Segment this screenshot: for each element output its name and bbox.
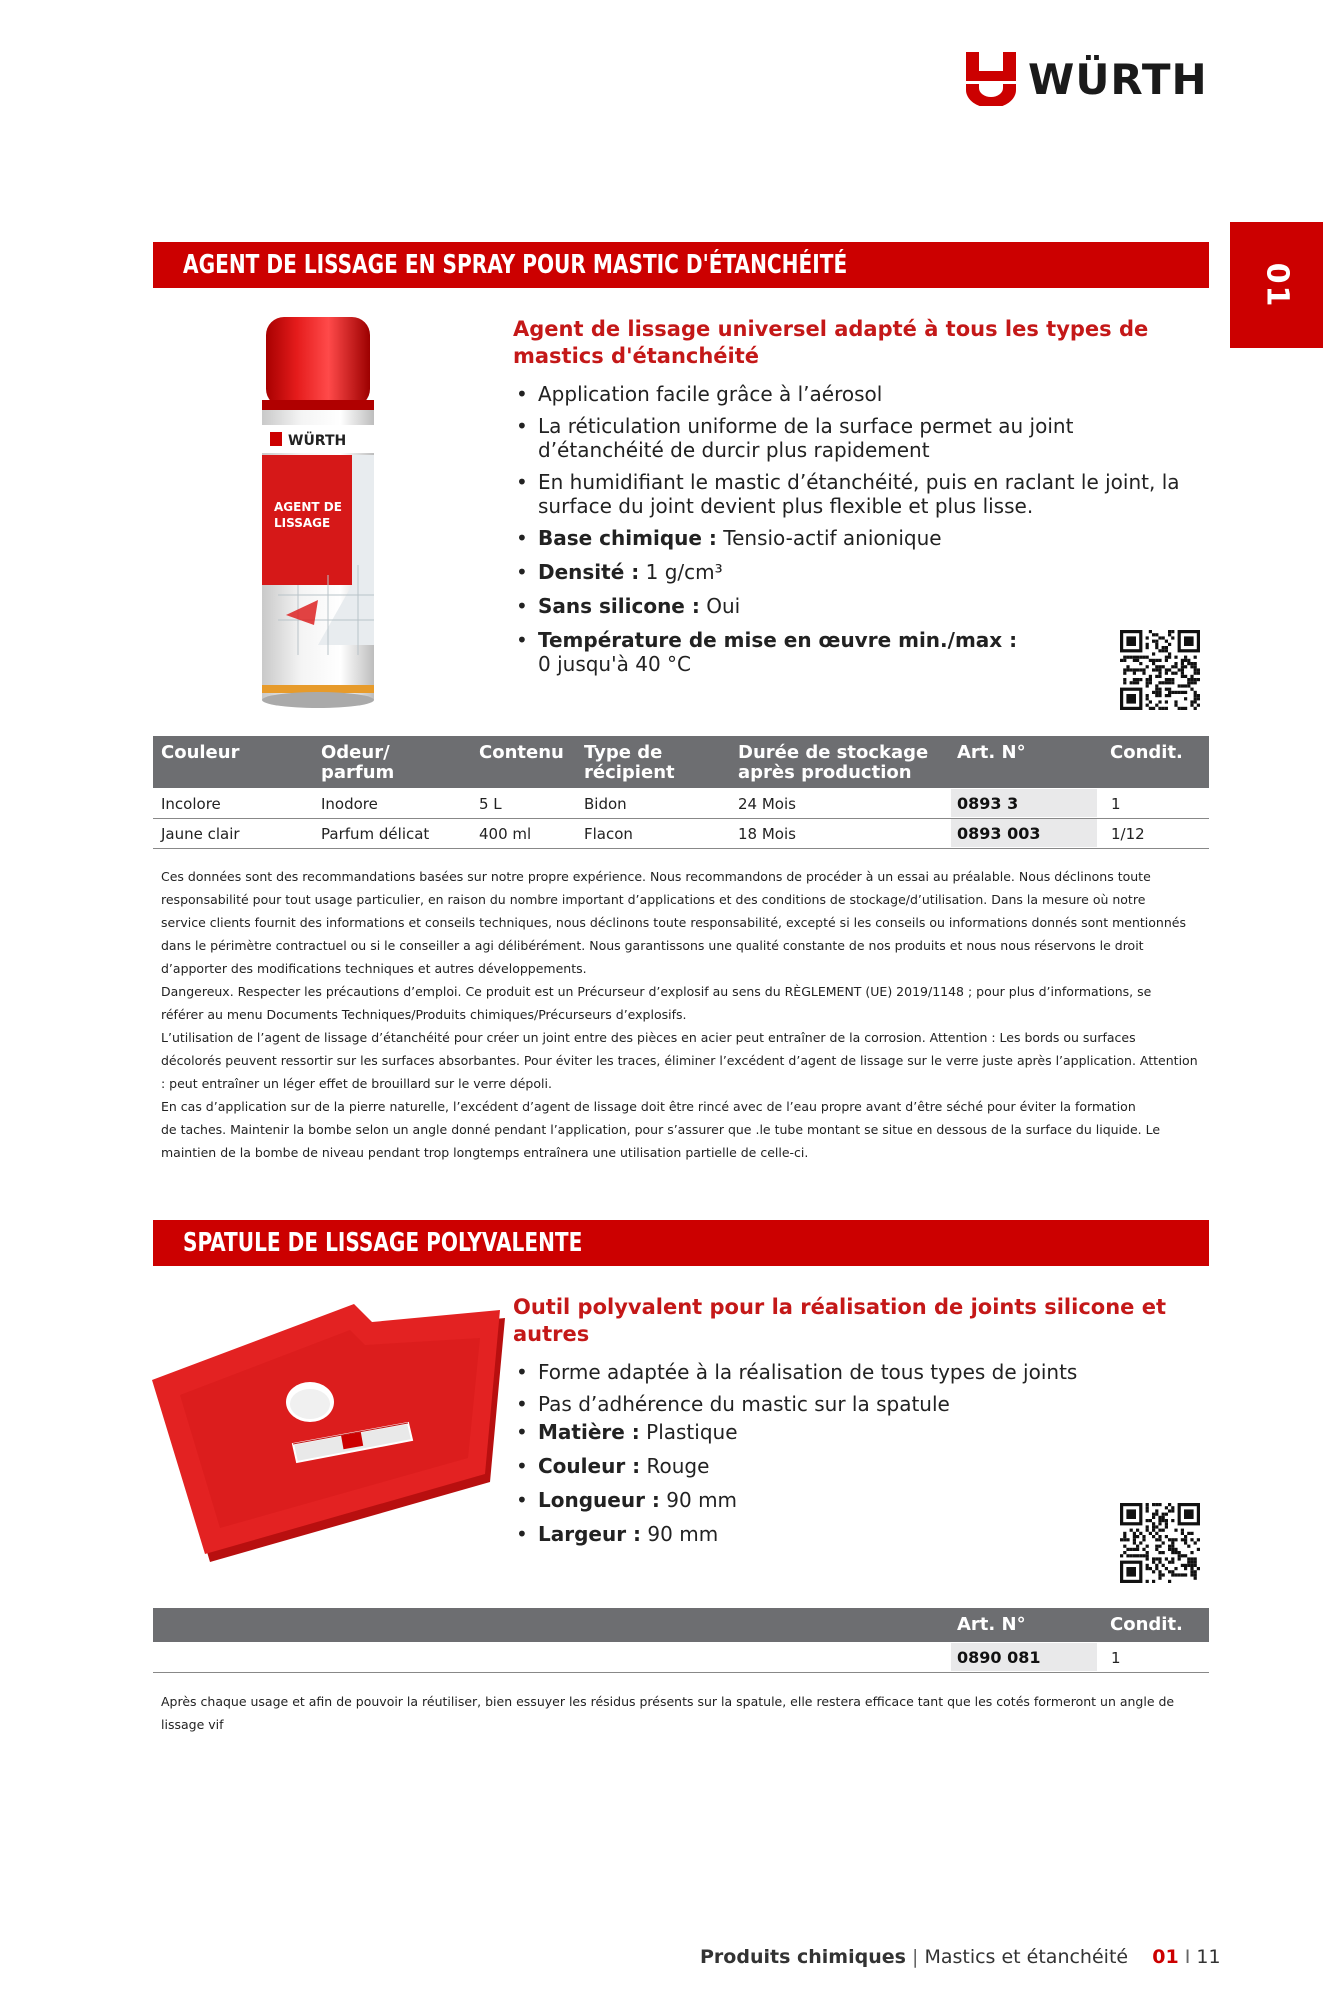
note-line: référer au menu Documents Techniques/Produits chimiques/Précurseurs d’explosifs. bbox=[161, 1007, 687, 1022]
col-header: Odeur/ parfum bbox=[321, 742, 395, 783]
note-line: Après chaque usage et afin de pouvoir la réutiliser, bien essuyer les résidus présents sur la spatule, elle restera efficace tant que les cotés formeront un angle de bbox=[161, 1694, 1175, 1709]
cell-content: 400 ml bbox=[479, 825, 532, 843]
table-row bbox=[153, 1643, 1209, 1673]
wurth-logo-icon bbox=[966, 52, 1016, 106]
can-label-line2: LISSAGE bbox=[274, 516, 331, 530]
section2-title: SPATULE DE LISSAGE POLYVALENTE bbox=[183, 1228, 583, 1258]
page-footer bbox=[700, 1946, 1221, 1968]
cell-storage: 18 Mois bbox=[738, 825, 796, 843]
note-line: maintien de la bombe de niveau pendant trop longtemps entraînera une utilisation partielle de celle-ci. bbox=[161, 1145, 809, 1160]
note-line: de taches. Maintenir la bombe selon un angle donné pendant l’application, pour s’assurer que .le tube montant se situe en dessous de la surface du liquide. Le bbox=[161, 1122, 1161, 1137]
spec-label: Sans silicone : bbox=[538, 594, 700, 618]
spec-value: 90 mm bbox=[659, 1488, 738, 1512]
footer-subcategory: Mastics et étanchéité bbox=[924, 1946, 1129, 1968]
feature-item: • Application facile grâce à l’aérosol bbox=[514, 382, 1204, 406]
spec-value: 0 jusqu'à 40 °C bbox=[538, 652, 691, 676]
spec-item bbox=[514, 1454, 1204, 1478]
section2-subtitle: Outil polyvalent pour la réalisation de joints silicone et autres bbox=[513, 1295, 1166, 1346]
wurth-logo bbox=[966, 52, 1208, 106]
note-line: Ces données sont des recommandations basées sur notre propre expérience. Nous recommandons de procéder à un essai au préalable. Nous déclinons toute bbox=[161, 869, 1151, 884]
col-header: Art. N° bbox=[957, 742, 1026, 763]
col-header: Condit. bbox=[1110, 742, 1183, 763]
cell-article-number[interactable]: 0893 003 bbox=[951, 819, 1097, 847]
note-line: Dangereux. Respecter les précautions d’emploi. Ce produit est un Précurseur d’explosif au sens du RÈGLEMENT (UE) 2019/1148 ; pour plus d’informations, se bbox=[161, 984, 1152, 999]
feature-item: • Forme adaptée à la réalisation de tous types de joints bbox=[514, 1360, 1204, 1384]
spec-item bbox=[514, 526, 1204, 550]
section1-notes bbox=[161, 865, 1211, 1164]
section2-notes bbox=[161, 1690, 1211, 1736]
spatula-image bbox=[150, 1300, 520, 1570]
qr-code-icon[interactable] bbox=[1120, 630, 1200, 710]
section1-title: AGENT DE LISSAGE EN SPRAY POUR MASTIC D'ÉTANCHÉITÉ bbox=[183, 250, 848, 280]
brand-name: WÜRTH bbox=[1028, 54, 1208, 104]
footer-chapter: 01 bbox=[1152, 1946, 1179, 1968]
section2-features bbox=[514, 1360, 1204, 1554]
spec-item bbox=[514, 1522, 1204, 1546]
qr-code-icon[interactable] bbox=[1120, 1503, 1200, 1583]
note-line: d’apporter des modifications techniques et autres développements. bbox=[161, 961, 587, 976]
spray-can-image bbox=[258, 315, 378, 710]
feature-item: • En humidifiant le mastic d’étanchéité, puis en raclant le joint, la surface du joint devient plus flexible et plus lisse. bbox=[514, 470, 1204, 518]
footer-separator: | bbox=[911, 1946, 919, 1968]
col-header: Condit. bbox=[1110, 1614, 1183, 1635]
cell-container: Flacon bbox=[584, 825, 633, 843]
section1-subtitle: Agent de lissage universel adapté à tous les types de mastics d'étanchéité bbox=[513, 317, 1149, 368]
spec-value: Plastique bbox=[639, 1420, 738, 1444]
section1-header bbox=[153, 242, 1209, 288]
footer-page-number: 11 bbox=[1196, 1946, 1221, 1968]
cell-storage: 24 Mois bbox=[738, 795, 796, 813]
spec-value: Oui bbox=[699, 594, 741, 618]
feature-item: • La réticulation uniforme de la surface permet au joint d’étanchéité de durcir plus rapidement bbox=[514, 414, 1204, 462]
col-header: Durée de stockage après production bbox=[738, 742, 929, 783]
table-row bbox=[153, 789, 1209, 819]
table-row bbox=[153, 819, 1209, 849]
cell-content: 5 L bbox=[479, 795, 502, 813]
section2-table-header bbox=[153, 1608, 1209, 1642]
cell-article-number[interactable]: 0893 3 bbox=[951, 789, 1097, 817]
spec-label: Longueur : bbox=[538, 1488, 660, 1512]
note-line: : peut entraîner un léger effet de brouillard sur le verre dépoli. bbox=[161, 1076, 552, 1091]
can-label-line1: AGENT DE bbox=[274, 500, 342, 514]
spec-value: Rouge bbox=[640, 1454, 710, 1478]
note-line: service clients fournit des informations et conseils techniques, nous déclinons toute responsabilité, excepté si les conseils ou informations donnés sont mentionnés bbox=[161, 915, 1186, 930]
note-line: lissage vif bbox=[161, 1717, 224, 1732]
section1-features bbox=[514, 382, 1204, 684]
cell-packaging: 1 bbox=[1111, 1649, 1121, 1667]
note-line: décolorés peuvent ressortir sur les surfaces absorbantes. Pour éviter les traces, éliminer l’excédent d’agent de lissage sur le verre juste après l’application. Attention bbox=[161, 1053, 1198, 1068]
spec-label: Couleur : bbox=[538, 1454, 641, 1478]
spec-item bbox=[514, 594, 1204, 618]
can-brand-text: WÜRTH bbox=[288, 433, 347, 449]
col-header: Type de récipient bbox=[584, 742, 675, 783]
spec-value: 90 mm bbox=[641, 1522, 719, 1546]
footer-category: Produits chimiques bbox=[700, 1946, 906, 1968]
spec-label: Densité : bbox=[538, 560, 640, 584]
cell-color: Jaune clair bbox=[161, 825, 240, 843]
cell-packaging: 1/12 bbox=[1111, 825, 1145, 843]
col-header: Art. N° bbox=[957, 1614, 1026, 1635]
spec-item bbox=[514, 628, 1204, 676]
col-header: Contenu bbox=[479, 742, 564, 763]
chapter-tab bbox=[1230, 222, 1323, 348]
note-line: responsabilité pour tout usage particulier, en raison du nombre important d’applications et des conditions de stockage/d’utilisation. Dans la mesure où notre bbox=[161, 892, 1146, 907]
spec-value: Tensio-actif anionique bbox=[716, 526, 942, 550]
cell-packaging: 1 bbox=[1111, 795, 1121, 813]
spec-label: Matière : bbox=[538, 1420, 640, 1444]
chapter-tab-label: 01 bbox=[1259, 262, 1294, 308]
spec-label: Température de mise en œuvre min./max : bbox=[538, 628, 1018, 652]
section1-table-header bbox=[153, 736, 1209, 788]
cell-color: Incolore bbox=[161, 795, 221, 813]
cell-container: Bidon bbox=[584, 795, 627, 813]
spec-label: Base chimique : bbox=[538, 526, 717, 550]
spec-value: 1 g/cm³ bbox=[639, 560, 723, 584]
cell-odor: Parfum délicat bbox=[321, 825, 430, 843]
note-line: L’utilisation de l’agent de lissage d’étanchéité pour créer un joint entre des pièces en acier peut entraîner de la corrosion. Attention : Les bords ou surfaces bbox=[161, 1030, 1136, 1045]
spec-item bbox=[514, 560, 1204, 584]
spec-item bbox=[514, 1488, 1204, 1512]
spec-item bbox=[514, 1420, 1204, 1444]
note-line: En cas d’application sur de la pierre naturelle, l’excédent d’agent de lissage doit être rincé avec de l’eau propre avant d’être séché pour éviter la formation bbox=[161, 1099, 1136, 1114]
cell-article-number[interactable]: 0890 081 bbox=[951, 1643, 1097, 1671]
col-header: Couleur bbox=[161, 742, 240, 763]
note-line: dans le périmètre contractuel ou si le conseiller a agi délibérément. Nous garantissons une qualité constante de nos produits et nous nous réservons le droit bbox=[161, 938, 1144, 953]
spec-label: Largeur : bbox=[538, 1522, 642, 1546]
feature-item: • Pas d’adhérence du mastic sur la spatule bbox=[514, 1392, 1204, 1416]
section2-header bbox=[153, 1220, 1209, 1266]
footer-page-separator: I bbox=[1184, 1946, 1191, 1968]
cell-odor: Inodore bbox=[321, 795, 378, 813]
